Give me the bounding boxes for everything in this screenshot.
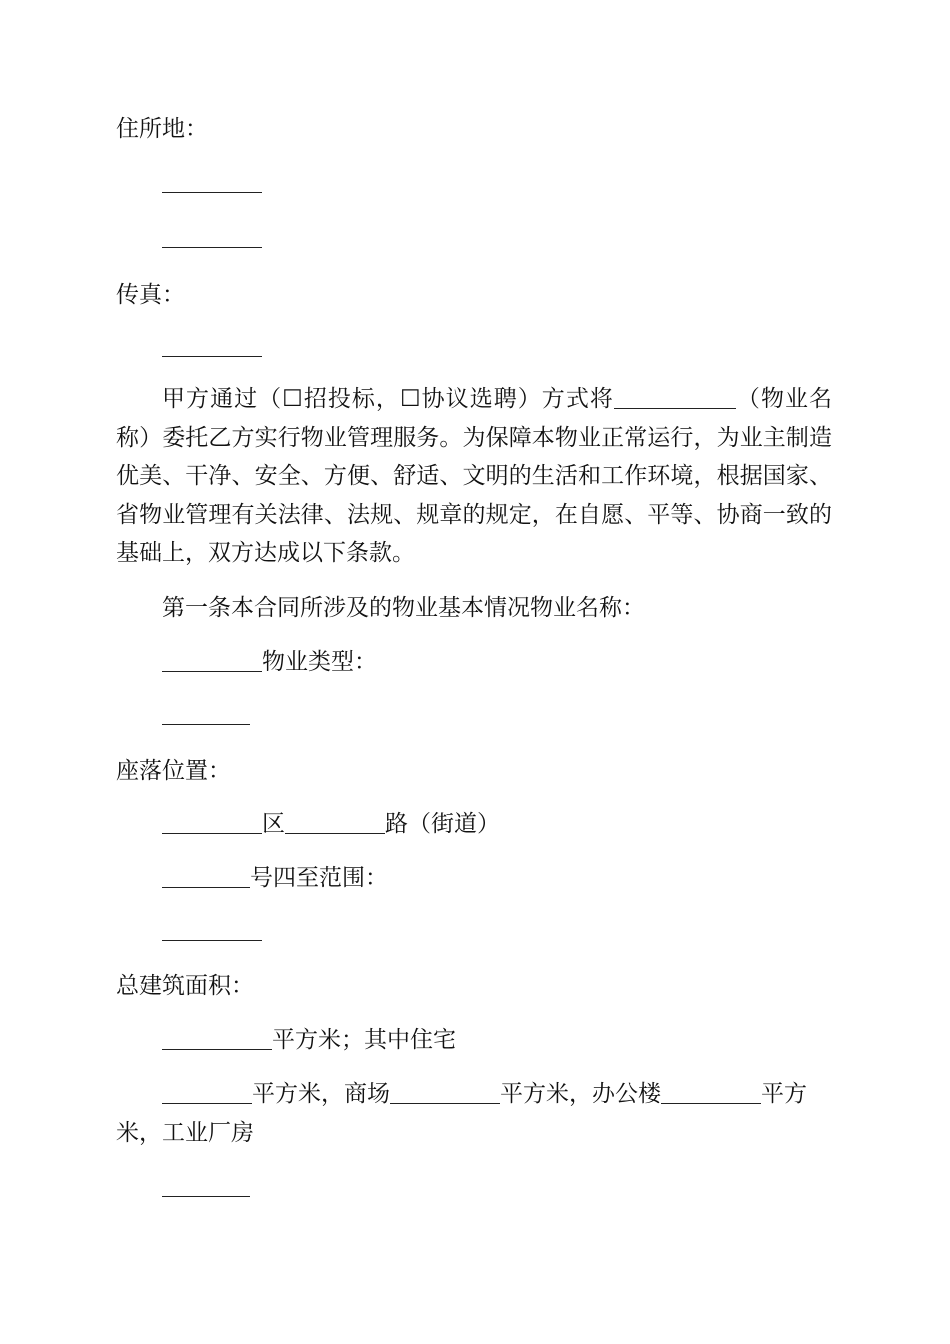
property-type-line <box>162 651 377 674</box>
area-breakdown-line <box>162 1083 807 1106</box>
residence-blank-2[interactable] <box>162 247 262 248</box>
total-area-blank[interactable] <box>162 1049 272 1050</box>
residential-area-blank[interactable] <box>162 1103 252 1104</box>
factory-area-blank[interactable] <box>162 1196 250 1197</box>
number-blank[interactable] <box>162 887 250 888</box>
office-label: 平方米，办公楼 <box>500 1081 661 1107</box>
factory-line: 米，工业厂房 <box>116 1120 254 1146</box>
office-area-blank[interactable] <box>661 1103 761 1104</box>
district-road-line <box>162 813 500 836</box>
option-negotiate: 协议选聘）方式将 <box>420 386 614 412</box>
total-area-line <box>162 1029 456 1052</box>
property-name-blank[interactable] <box>614 408 736 409</box>
residence-label: 住所地： <box>116 116 208 142</box>
fax-blank[interactable] <box>162 356 262 357</box>
district-blank[interactable] <box>162 833 262 834</box>
mall-label: 平方米，商场 <box>252 1081 390 1107</box>
checkbox-tender-icon[interactable]: ☐ <box>282 386 303 412</box>
checkbox-negotiate-icon[interactable]: ☐ <box>399 386 421 412</box>
property-name-field[interactable] <box>162 671 262 672</box>
residence-blank-1[interactable] <box>162 192 262 193</box>
number-scope-label: 号四至范围： <box>250 865 388 891</box>
location-label: 座落位置： <box>116 758 231 784</box>
property-type-label: 物业类型： <box>262 649 377 675</box>
intro-part1: 甲方通过（ <box>162 386 283 412</box>
road-label: 路（街道） <box>385 811 500 837</box>
article1-heading: 第一条本合同所涉及的物业基本情况物业名称： <box>162 595 645 621</box>
fax-label: 传真： <box>116 282 185 308</box>
option-tender: 招投标， <box>302 386 400 412</box>
intro-paragraph <box>116 380 832 573</box>
residential-label: 平方米；其中住宅 <box>272 1027 456 1053</box>
mall-area-blank[interactable] <box>390 1103 500 1104</box>
property-type-blank[interactable] <box>162 724 250 725</box>
district-label: 区 <box>262 811 285 837</box>
number-scope-line <box>162 867 388 890</box>
intro-part2: （物业名称）委托乙方实行物业管理服务。为保障本物业正常运行，为业主制造优美、干净、安全、方便、舒适、文明的生活和工作环境，根据国家、省物业管理有关法律、法规、规章的规定，在自愿、平等、协商一致的基础上，双方达成以下条款。 <box>116 386 833 566</box>
road-blank[interactable] <box>285 833 385 834</box>
scope-blank[interactable] <box>162 940 262 941</box>
office-unit: 平方 <box>761 1081 807 1107</box>
total-area-label: 总建筑面积： <box>116 973 254 999</box>
